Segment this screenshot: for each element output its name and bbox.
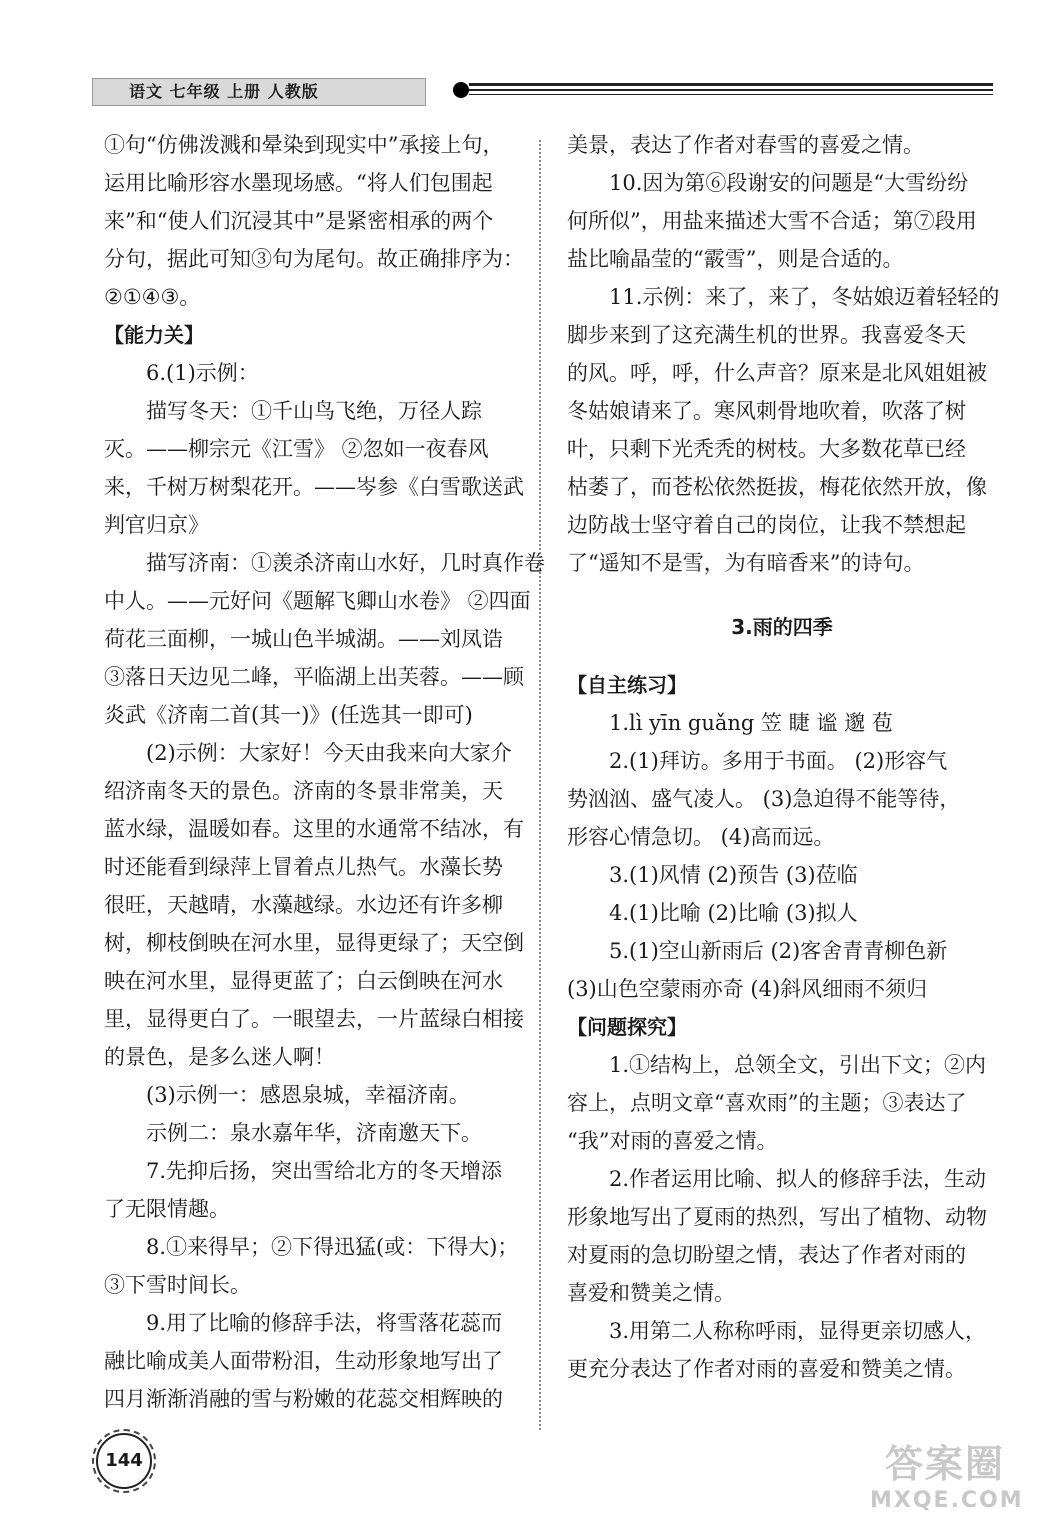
- section-heading: 【自主练习】: [567, 673, 687, 697]
- text-line: 11.示例：来了，来了，冬姑娘迈着轻轻的: [609, 285, 1000, 309]
- text-line: 形容心情急切。 (4)高而远。: [567, 825, 835, 849]
- chapter-title: 3.雨的四季: [731, 615, 833, 639]
- header-rule: [469, 83, 993, 86]
- text-line: 喜爱和赞美之情。: [567, 1281, 735, 1305]
- text-line: 容上，点明文章“喜欢雨”的主题；③表达了: [567, 1091, 967, 1115]
- text-line: 10.因为第⑥段谢安的问题是“大雪纷纷: [609, 171, 969, 195]
- text-line: 4.(1)比喻 (2)比喻 (3)拟人: [609, 901, 858, 925]
- watermark-logo: [870, 1440, 1024, 1514]
- text-line: 2.作者运用比喻、拟人的修辞手法，生动: [609, 1167, 987, 1191]
- text-line: 灭。——柳宗元《江雪》 ②忽如一夜春风: [104, 437, 489, 461]
- text-line: 3.用第二人称称呼雨，显得更亲切感人，: [609, 1319, 987, 1343]
- text-line: 判官归京》: [104, 513, 209, 537]
- text-line: 了无限情趣。: [104, 1197, 230, 1221]
- page-number-badge: 144: [96, 1433, 152, 1489]
- running-header: 语文 七年级 上册 人教版: [92, 78, 426, 106]
- text-line: (3)示例一：感恩泉城，幸福济南。: [146, 1083, 470, 1107]
- text-line: 7.先抑后扬，突出雪给北方的冬天增添: [146, 1159, 503, 1183]
- text-line: 时还能看到绿萍上冒着点儿热气。水藻长势: [104, 855, 503, 879]
- text-line: 的景色，是多么迷人啊！: [104, 1045, 335, 1069]
- text-line: 势汹汹、盛气凌人。 (3)急迫得不能等待，: [567, 787, 961, 811]
- text-line: (2)示例：大家好！今天由我来向大家介: [146, 741, 512, 765]
- text-line: 6.(1)示例：: [146, 361, 259, 385]
- text-line: 蓝水绿，温暖如春。这里的水通常不结冰，有: [104, 817, 524, 841]
- text-line: 描写济南：①羡杀济南山水好，几时真作卷: [146, 551, 545, 575]
- text-line: 炎武《济南二首(其一)》(任选其一即可): [104, 703, 473, 727]
- text-line: ③落日天边见二峰，平临湖上出芙蓉。——顾: [104, 665, 524, 689]
- text-line: 盐比喻晶莹的“霰雪”，则是合适的。: [567, 247, 904, 271]
- text-line: “我”对雨的喜爱之情。: [567, 1129, 778, 1153]
- text-line: 枯萎了，而苍松依然挺拔，梅花依然开放，像: [567, 475, 987, 499]
- text-line: ③下雪时间长。: [104, 1273, 251, 1297]
- text-line: 3.(1)风情 (2)预告 (3)莅临: [609, 863, 858, 887]
- text-line: 形象地写出了夏雨的热烈，写出了植物、动物: [567, 1205, 987, 1229]
- section-heading: 【能力关】: [104, 323, 204, 347]
- text-line: 荷花三面柳，一城山色半城湖。——刘凤诰: [104, 627, 503, 651]
- text-line: 何所似”，用盐来描述大雪不合适；第⑦段用: [567, 209, 977, 233]
- text-line: 1.lì yīn guǎng 笠 睫 谧 邈 苞: [609, 711, 893, 735]
- section-heading: 【问题探究】: [567, 1015, 687, 1039]
- text-line: ②①④③。: [104, 285, 201, 309]
- text-line: (3)山色空蒙雨亦奇 (4)斜风细雨不须归: [567, 977, 928, 1001]
- text-line: 2.(1)拜访。多用于书面。 (2)形容气: [609, 749, 948, 773]
- text-line: 脚步来到了这充满生机的世界。我喜爱冬天: [567, 323, 966, 347]
- text-line: 9.用了比喻的修辞手法，将雪落花蕊而: [146, 1311, 503, 1335]
- text-line: 融比喻成美人面带粉泪，生动形象地写出了: [104, 1349, 503, 1373]
- header-dot-ornament: [453, 82, 469, 98]
- text-line: 来”和“使人们沉浸其中”是紧密相承的两个: [104, 209, 494, 233]
- text-line: 对夏雨的急切盼望之情，表达了作者对雨的: [567, 1243, 966, 1267]
- text-line: 运用比喻形容水墨现场感。“将人们包围起: [104, 171, 493, 195]
- text-line: 分句，据此可知③句为尾句。故正确排序为：: [104, 247, 524, 271]
- text-line: 映在河水里，显得更蓝了；白云倒映在河水: [104, 969, 503, 993]
- text-line: 叶，只剩下光秃秃的树枝。大多数花草已经: [567, 437, 966, 461]
- text-line: 的风。呼，呼，什么声音？原来是北风姐姐被: [567, 361, 987, 385]
- text-line: 四月渐渐消融的雪与粉嫩的花蕊交相辉映的: [104, 1387, 503, 1411]
- text-line: 5.(1)空山新雨后 (2)客舍青青柳色新: [609, 939, 948, 963]
- text-line: 描写冬天：①千山鸟飞绝，万径人踪: [146, 399, 482, 423]
- text-line: 边防战士坚守着自己的岗位，让我不禁想起: [567, 513, 966, 537]
- text-line: 树，柳枝倒映在河水里，显得更绿了；天空倒: [104, 931, 524, 955]
- header-rule: [469, 94, 993, 95]
- column-divider: [539, 140, 541, 1430]
- text-line: 里，显得更白了。一眼望去，一片蓝绿白相接: [104, 1007, 524, 1031]
- text-line: 绍济南冬天的景色。济南的冬景非常美，天: [104, 779, 503, 803]
- text-line: 中人。——元好问《题解飞卿山水卷》 ②四面: [104, 589, 531, 613]
- text-line: 冬姑娘请来了。寒风刺骨地吹着，吹落了树: [567, 399, 966, 423]
- header-rule: [469, 89, 993, 91]
- text-line: ①句“仿佛泼溅和晕染到现实中”承接上句，: [104, 133, 504, 157]
- text-line: 示例二：泉水嘉年华，济南邀天下。: [146, 1121, 482, 1145]
- text-line: 了“遥知不是雪，为有暗香来”的诗句。: [567, 551, 925, 575]
- text-line: 1.①结构上，总领全文，引出下文；②内: [609, 1053, 987, 1077]
- text-line: 美景，表达了作者对春雪的喜爱之情。: [567, 133, 924, 157]
- text-line: 更充分表达了作者对雨的喜爱和赞美之情。: [567, 1357, 966, 1381]
- text-line: 8.①来得早；②下得迅猛(或：下得大)；: [146, 1235, 519, 1259]
- text-line: 来，千树万树梨花开。——岑参《白雪歌送武: [104, 475, 524, 499]
- watermark-text: 答案圈: [884, 1442, 1005, 1486]
- text-line: 很旺，天越晴，水藻越绿。水边还有许多柳: [104, 893, 503, 917]
- watermark-url: MXQE.COM: [870, 1488, 1024, 1513]
